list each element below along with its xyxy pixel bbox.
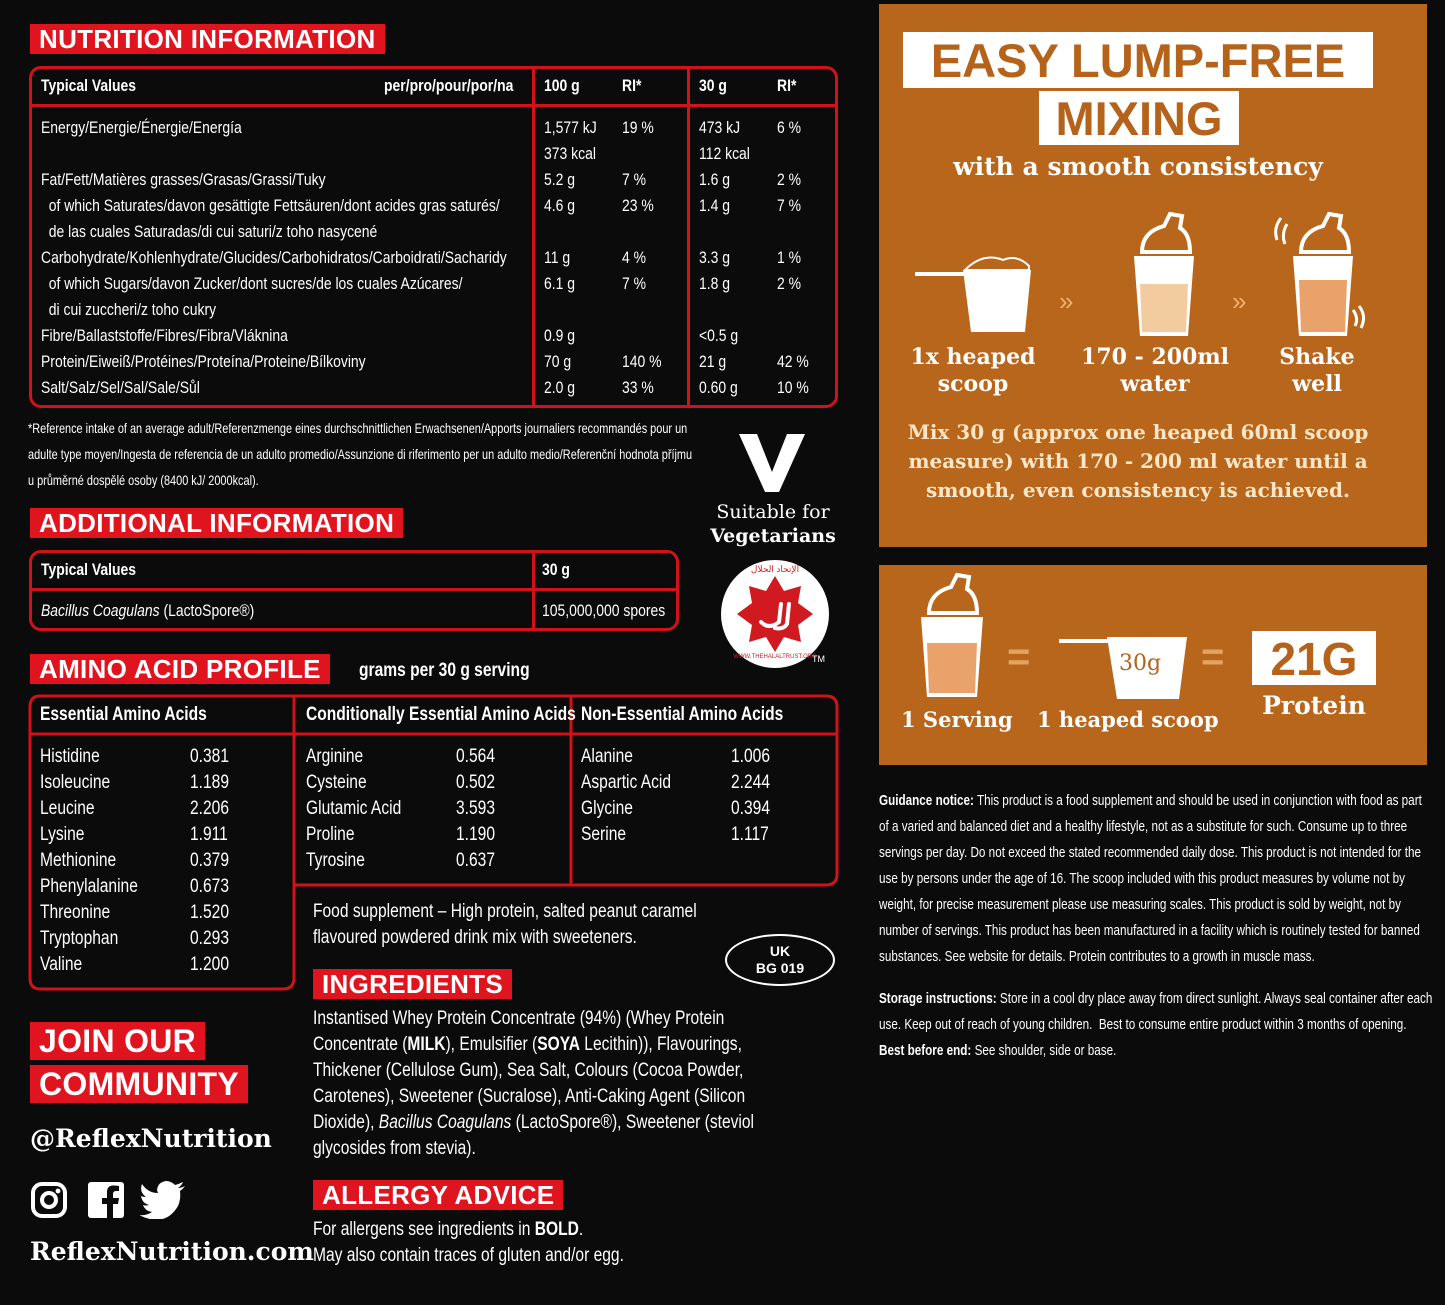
amino-acid-value: 0.673 [190, 876, 229, 897]
vegetarian-text-1: Suitable for [716, 501, 830, 523]
amino-acid-name: Arginine [306, 746, 364, 767]
serving-panel [879, 565, 1427, 765]
additional-header-value: 30 g [542, 560, 570, 579]
nutrition-row [32, 115, 835, 141]
mixing-title-2: MIXING [1039, 91, 1239, 145]
nutrition-row [32, 193, 835, 219]
step1-label-1: 1x heaped [910, 344, 1036, 370]
amino-acid-value: 0.564 [456, 746, 495, 767]
amino-acid-name: Glycine [581, 798, 633, 819]
nutrition-row [32, 219, 835, 245]
amino-acid-value: 1.911 [190, 824, 228, 845]
nutrition-footnote [28, 415, 728, 493]
shaker-shake-icon [1271, 210, 1371, 340]
nutrition-header-100g: 100 g [544, 76, 580, 95]
nutrition-row [32, 271, 835, 297]
allergy-line-1: For allergens see ingredients in BOLD. [313, 1219, 584, 1240]
nutrition-row-label: Carbohydrate/Kohlenhydrate/Glucides/Carbohidratos/Carboidrati/Sacharidy [41, 248, 507, 267]
amino-acid-name: Threonine [40, 902, 111, 923]
storage-instructions [879, 986, 1433, 1038]
nutrition-value-100g: 11 g [544, 248, 571, 267]
nutrition-value-100g: 6.1 g [544, 274, 576, 293]
nutrition-value-30g: 473 kJ [699, 118, 741, 137]
shaker-serving-icon [915, 571, 995, 699]
storage-line: Store in a cool dry place away from direct sunlight. Always seal container after each [996, 990, 1433, 1007]
instagram-icon[interactable] [30, 1181, 68, 1219]
nutrition-ri-30g: 6 % [777, 118, 802, 137]
amino-column-heading: Essential Amino Acids [40, 704, 207, 725]
amino-acid-value: 1.189 [190, 772, 229, 793]
amino-acid-value: 0.379 [190, 850, 229, 871]
guidance-notice [879, 788, 1422, 970]
nutrition-ri-30g: 10 % [777, 378, 809, 397]
vegetarian-text-2: Vegetarians [710, 525, 836, 547]
additional-row-label-italic: Bacillus Coagulans [41, 601, 160, 620]
nutrition-row-label: Salt/Salz/Sel/Sal/Sale/Sůl [41, 378, 200, 397]
nutrition-value-30g: 1.4 g [699, 196, 731, 215]
nutrition-ri-100g: 4 % [622, 248, 647, 267]
mixing-instructions-3: smooth, even consistency is achieved. [926, 478, 1350, 502]
nutrition-value-100g: 5.2 g [544, 170, 576, 189]
equals-sign: = [1201, 635, 1225, 679]
scoop-icon [913, 252, 1049, 338]
guidance-line: number of servings. This product has been manufactured in a facility which is routinely tested for banned [879, 922, 1420, 939]
nutrition-ri-30g: 42 % [777, 352, 809, 371]
nutrition-row-label: Energy/Energie/Énergie/Energía [41, 118, 242, 137]
nutrition-row [32, 141, 835, 167]
nutrition-row-label: of which Sugars/davon Zucker/dont sucres/de los cuales Azúcares/ [41, 274, 463, 293]
additional-header-label: Typical Values [41, 560, 137, 579]
amino-acid-name: Lysine [40, 824, 85, 845]
nutrition-ri-100g: 23 % [622, 196, 654, 215]
amino-acid-name: Histidine [40, 746, 100, 767]
nutrition-header-ri: RI* [777, 76, 797, 95]
amino-acid-name: Proline [306, 824, 355, 845]
step2-label-1: 170 - 200ml [1081, 344, 1229, 370]
nutrition-ri-100g: 19 % [622, 118, 654, 137]
additional-table [29, 550, 679, 631]
nutrition-value-100g: 1,577 kJ [544, 118, 597, 137]
nutrition-value-30g: 112 kcal [699, 144, 750, 163]
scoop-amount: 30g [1119, 651, 1162, 676]
ingredients-line: Carotenes), Sweetener (Sucralose), Anti-Caking Agent (Silicon [313, 1086, 746, 1107]
amino-acid-value: 1.190 [456, 824, 495, 845]
nutrition-header-label: Typical Values [41, 76, 137, 95]
amino-column-heading: Non-Essential Amino Acids [581, 704, 784, 725]
nutrition-value-100g: 0.9 g [544, 326, 576, 345]
nutrition-value-30g: 21 g [699, 352, 727, 371]
amino-acid-value: 1.117 [731, 824, 769, 845]
amino-acid-name: Phenylalanine [40, 876, 138, 897]
nutrition-value-30g: 1.6 g [699, 170, 731, 189]
nutrition-ri-30g: 2 % [777, 274, 802, 293]
mixing-subtitle: with a smooth consistency [953, 152, 1323, 181]
footnote-line: adulte type moyen/Ingesta de referencia de un adulto promedio/Assunzione di riferimento per un adulto medio/Referenční hodnota příjmu [28, 446, 693, 462]
ingredients-line: glycosides from stevia). [313, 1138, 476, 1159]
nutrition-value-100g: 70 g [544, 352, 572, 371]
product-desc-1: Food supplement – High protein, salted peanut caramel [313, 901, 697, 922]
arrow-icon: » [1059, 286, 1074, 316]
uk-mark-line1: UK [769, 943, 791, 959]
ingredients-line: Dioxide), Bacillus Coagulans (LactoSpore®), Sweetener (steviol [313, 1112, 755, 1133]
amino-acid-value: 0.381 [190, 746, 229, 767]
nutrition-row-label: Fibre/Ballaststoffe/Fibres/Fibra/Vláknina [41, 326, 288, 345]
nutrition-header-30g: 30 g [699, 76, 727, 95]
serving-label: 1 Serving [901, 707, 1013, 732]
shaker-water-icon [1124, 210, 1202, 340]
amino-acid-value: 0.394 [731, 798, 770, 819]
halal-badge [721, 560, 829, 668]
amino-acid-name: Tryptophan [40, 928, 119, 949]
vegetarian-v-icon [737, 430, 807, 496]
step3-label-1: Shake [1279, 344, 1355, 370]
guidance-line: substances. See website for details. Protein contributes to a growth in muscle mass. [879, 948, 1315, 965]
bbe-label: Best before end: [879, 1042, 972, 1059]
guidance-line: of a varied and balanced diet and a healthy lifestyle, not as a substitute for such. Consume up to three [879, 818, 1408, 835]
nutrition-ri-100g: 140 % [622, 352, 662, 371]
nutrition-value-30g: 1.8 g [699, 274, 731, 293]
amino-acid-value: 1.006 [731, 746, 770, 767]
amino-acid-value: 0.293 [190, 928, 229, 949]
allergy-line-2: May also contain traces of gluten and/or egg. [313, 1245, 624, 1266]
nutrition-value-30g: <0.5 g [699, 326, 739, 345]
uk-mark-line2: BG 019 [755, 960, 805, 976]
guidance-label: Guidance notice: [879, 792, 974, 809]
amino-acid-name: Alanine [581, 746, 633, 767]
additional-row-value: 105,000,000 spores [542, 601, 666, 620]
amino-acid-name: Isoleucine [40, 772, 111, 793]
nutrition-row [32, 375, 835, 401]
mixing-instructions-1: Mix 30 g (approx one heaped 60ml scoop [907, 420, 1369, 444]
community-title-2: COMMUNITY [30, 1065, 248, 1103]
nutrition-row [32, 349, 835, 375]
nutrition-header-per: per/pro/pour/por/na [384, 76, 514, 95]
nutrition-header-ri: RI* [622, 76, 642, 95]
nutrition-ri-100g: 33 % [622, 378, 654, 397]
allergy-text [313, 1217, 692, 1269]
amino-acid-value: 2.244 [731, 772, 770, 793]
footnote-line: u průměrné dospělé osoby (8400 kJ/ 2000kcal). [28, 472, 259, 488]
amino-acid-value: 1.200 [190, 954, 229, 975]
twitter-icon[interactable] [140, 1181, 186, 1219]
facebook-icon[interactable] [87, 1181, 125, 1219]
amino-acid-value: 2.206 [190, 798, 229, 819]
amino-acid-name: Glutamic Acid [306, 798, 402, 819]
footnote-line: *Reference intake of an average adult/Referenzmenge eines durchschnittlichen Erwachsenen/Apports journaliers recommandés pour un [28, 420, 688, 436]
halal-tm: TM [812, 654, 825, 664]
halal-url: WWW.THEHALALTRUST.ORG [733, 654, 817, 660]
amino-acid-value: 1.520 [190, 902, 229, 923]
guidance-line: use by persons under the age of 16. The scoop included with this product measures by volume not by [879, 870, 1405, 887]
nutrition-header-row [32, 73, 835, 101]
halal-star-icon [735, 574, 815, 654]
nutrition-ri-30g: 7 % [777, 196, 802, 215]
ingredients-text [313, 1006, 851, 1162]
nutrition-value-100g: 2.0 g [544, 378, 576, 397]
mixing-title-1: EASY LUMP-FREE [903, 32, 1373, 88]
guidance-line: weight, for precise measurement please use measuring scales. This product is sold by weight, not by [879, 896, 1402, 913]
guidance-line: This product is a food supplement and should be used in conjunction with food as part [973, 792, 1422, 809]
storage-label: Storage instructions: [879, 990, 997, 1007]
amino-acid-value: 3.593 [456, 798, 495, 819]
bbe-text: See shoulder, side or base. [971, 1042, 1117, 1059]
nutrition-value-100g: 373 kcal [544, 144, 596, 163]
halal-arabic: الإتحاد الحلال [750, 564, 800, 574]
amino-acid-name: Aspartic Acid [581, 772, 672, 793]
nutrition-ri-100g: 7 % [622, 170, 647, 189]
nutrition-ri-30g: 2 % [777, 170, 802, 189]
nutrition-row-label: de las cuales Saturadas/di cui saturi/z toho nasycené [41, 222, 378, 241]
amino-acid-name: Cysteine [306, 772, 367, 793]
amino-acid-name: Serine [581, 824, 627, 845]
amino-title: AMINO ACID PROFILE [30, 654, 330, 684]
nutrition-table [29, 66, 838, 408]
protein-label: Protein [1262, 691, 1366, 720]
community-title-1: JOIN OUR [30, 1022, 205, 1060]
equals-sign: = [1007, 635, 1031, 679]
nutrition-title: NUTRITION INFORMATION [30, 24, 385, 54]
amino-acid-name: Tyrosine [306, 850, 365, 871]
guidance-line: servings per day. Do not exceed the stated recommended daily dose. This product is not intended for the [879, 844, 1421, 861]
amino-acid-name: Leucine [40, 798, 95, 819]
ingredients-line: Concentrate (MILK), Emulsifier (SOYA Lecithin)), Flavourings, [313, 1034, 742, 1055]
mixing-panel [879, 4, 1427, 547]
ingredients-line: Instantised Whey Protein Concentrate (94%) (Whey Protein [313, 1008, 725, 1029]
product-desc-2: flavoured powdered drink mix with sweeteners. [313, 927, 637, 948]
community-website[interactable]: ReflexNutrition.com [30, 1237, 314, 1266]
nutrition-row-label: di cui zuccheri/z toho cukry [41, 300, 217, 319]
nutrition-row-label: Fat/Fett/Matières grasses/Grasas/Grassi/Tuky [41, 170, 326, 189]
nutrition-value-30g: 3.3 g [699, 248, 731, 267]
additional-row-label: (LactoSpore®) [159, 601, 255, 620]
amino-column-heading: Conditionally Essential Amino Acids [306, 704, 576, 725]
step3-label-2: well [1292, 371, 1342, 397]
mixing-instructions-2: measure) with 170 - 200 ml water until a [908, 449, 1368, 473]
nutrition-row [32, 167, 835, 193]
nutrition-row [32, 297, 835, 323]
nutrition-value-30g: 0.60 g [699, 378, 738, 397]
nutrition-row-label: Protein/Eiweiß/Protéines/Proteína/Proteine/Bílkoviny [41, 352, 366, 371]
ingredients-title: INGREDIENTS [313, 969, 512, 999]
step1-label-2: scoop [937, 371, 1009, 397]
community-handle[interactable]: @ReflexNutrition [30, 1124, 272, 1153]
storage-line: use. Keep out of reach of young children. Best to consume entire product within 3 months of opening. [879, 1016, 1407, 1033]
nutrition-ri-100g: 7 % [622, 274, 647, 293]
amino-acid-name: Methionine [40, 850, 117, 871]
nutrition-value-100g: 4.6 g [544, 196, 576, 215]
nutrition-ri-30g: 1 % [777, 248, 802, 267]
amino-acid-name: Valine [40, 954, 83, 975]
amino-acid-value: 0.502 [456, 772, 495, 793]
nutrition-row [32, 323, 835, 349]
scoop-label: 1 heaped scoop [1037, 707, 1219, 732]
amino-acid-value: 0.637 [456, 850, 495, 871]
amino-subtitle: grams per 30 g serving [359, 660, 530, 681]
step2-label-2: water [1120, 371, 1190, 397]
additional-title: ADDITIONAL INFORMATION [30, 508, 403, 538]
nutrition-row-label: of which Saturates/davon gesättigte Fettsäuren/dont acides gras saturés/ [41, 196, 500, 215]
allergy-title: ALLERGY ADVICE [313, 1180, 563, 1210]
nutrition-row [32, 245, 835, 271]
arrow-icon: » [1232, 286, 1247, 316]
protein-amount: 21G [1252, 631, 1376, 685]
ingredients-line: Thickener (Cellulose Gum), Sea Salt, Colours (Cocoa Powder, [313, 1060, 744, 1081]
